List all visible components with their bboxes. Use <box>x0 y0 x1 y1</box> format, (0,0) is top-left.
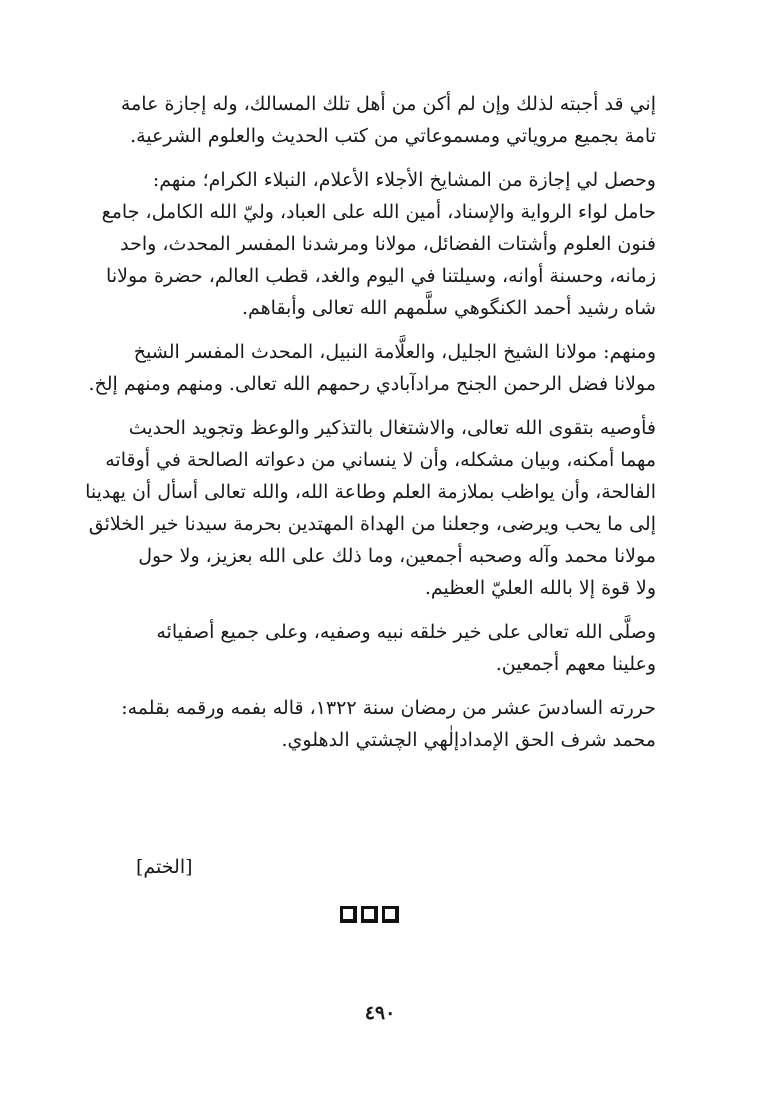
text-line: حامل لواء الرواية والإسناد، أمين الله على العباد، وليّ الله الكامل، جامع <box>101 201 656 223</box>
paragraph-advice <box>84 412 678 604</box>
paragraph-teachers <box>84 164 678 324</box>
section-separator <box>340 906 399 923</box>
text-line: تامة بجميع مروياتي ومسموعاتي من كتب الحديث والعلوم الشرعية. <box>130 125 656 147</box>
text-line: مولانا فضل الرحمن الجنح مرادآبادي رحمهم الله تعالى. ومنهم ومنهم إلخ. <box>88 373 656 395</box>
page-body <box>84 88 678 768</box>
text-line: إني قد أجبته لذلك وإن لم أكن من أهل تلك المسالك، وله إجازة عامة <box>120 93 656 115</box>
text-line: وصلَّى الله تعالى على خير خلقه نبيه وصفيه، وعلى جميع أصفيائه <box>156 621 656 643</box>
separator-square-icon <box>340 906 357 923</box>
paragraph-ijaza-statement <box>84 88 678 152</box>
text-line: حررته السادسَ عشر من رمضان سنة ١٣٢٢، قاله بفمه ورقمه بقلمه: <box>121 697 656 719</box>
text-line: ومنهم: مولانا الشيخ الجليل، والعلَّامة النبيل، المحدث المفسر الشيخ <box>133 341 656 363</box>
paragraph-other-teachers <box>84 336 678 400</box>
separator-square-icon <box>361 906 378 923</box>
text-line: فأوصيه بتقوى الله تعالى، والاشتغال بالتذكير والوعظ وتجويد الحديث <box>128 417 656 439</box>
text-line: ولا قوة إلا بالله العليّ العظيم. <box>424 577 656 599</box>
text-line: وعلينا معهم أجمعين. <box>495 653 656 675</box>
text-line: مهما أمكنه، وبيان مشكله، وأن لا ينساني من دعواته الصالحة في أوقاته <box>105 449 656 471</box>
text-line: فنون العلوم وأشتات الفضائل، مولانا ومرشدنا المفسر المحدث، واحد <box>120 233 656 255</box>
paragraph-blessing <box>84 616 678 680</box>
seal-label: [الختم] <box>136 856 193 878</box>
page-number: ٤٩٠ <box>364 1002 396 1024</box>
text-line: وحصل لي إجازة من المشايخ الأجلاء الأعلام، النبلاء الكرام؛ منهم: <box>152 169 656 191</box>
text-line: مولانا محمد وآله وصحبه أجمعين، وما ذلك على الله بعزيز، ولا حول <box>138 545 656 567</box>
separator-square-icon <box>382 906 399 923</box>
text-line: الفالحة، وأن يواظب بملازمة العلم وطاعة الله، والله تعالى أسأل أن يهدينا <box>85 481 656 503</box>
paragraph-signature <box>84 692 678 756</box>
text-line: محمد شرف الحق الإمدادإلٰهي الچشتي الدهلوي. <box>281 729 656 751</box>
text-line: إلى ما يحب ويرضى، وجعلنا من الهداة المهتدين بحرمة سيدنا خير الخلائق <box>88 513 656 535</box>
text-line: زمانه، وحسنة أوانه، وسيلتنا في اليوم والغد، قطب العالم، حضرة مولانا <box>106 265 656 287</box>
text-line: شاه رشيد أحمد الكنگوهي سلَّمهم الله تعالى وأبقاهم. <box>241 297 656 319</box>
